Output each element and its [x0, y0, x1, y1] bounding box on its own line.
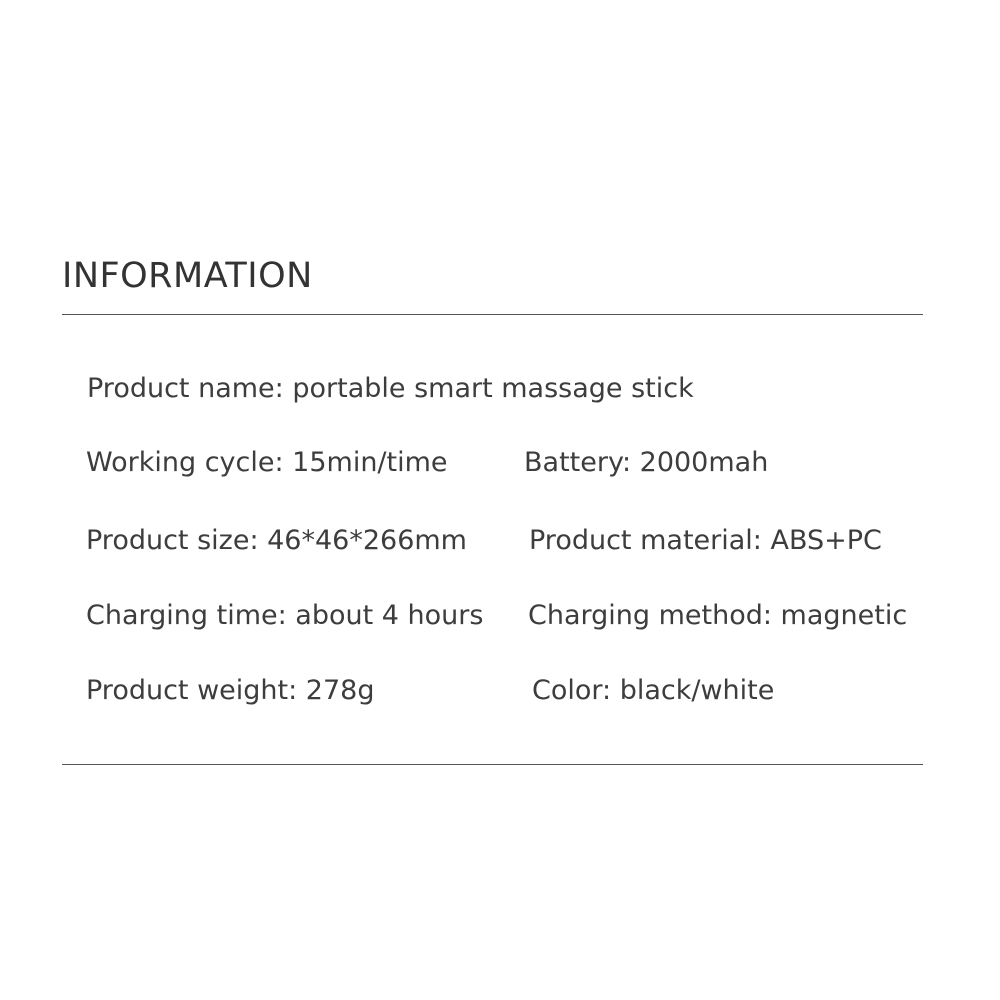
spec-product-size: Product size: 46*46*266mm — [86, 525, 467, 556]
spec-battery: Battery: 2000mah — [524, 447, 769, 478]
spec-working-cycle: Working cycle: 15min/time — [86, 447, 448, 478]
top-divider — [62, 314, 923, 315]
spec-product-material: Product material: ABS+PC — [529, 525, 882, 556]
section-heading: INFORMATION — [62, 256, 313, 296]
spec-product-name: Product name: portable smart massage stick — [87, 373, 694, 404]
spec-charging-method: Charging method: magnetic — [528, 600, 908, 631]
spec-product-weight: Product weight: 278g — [86, 675, 375, 706]
spec-color: Color: black/white — [532, 675, 775, 706]
bottom-divider — [62, 764, 923, 765]
spec-charging-time: Charging time: about 4 hours — [86, 600, 484, 631]
